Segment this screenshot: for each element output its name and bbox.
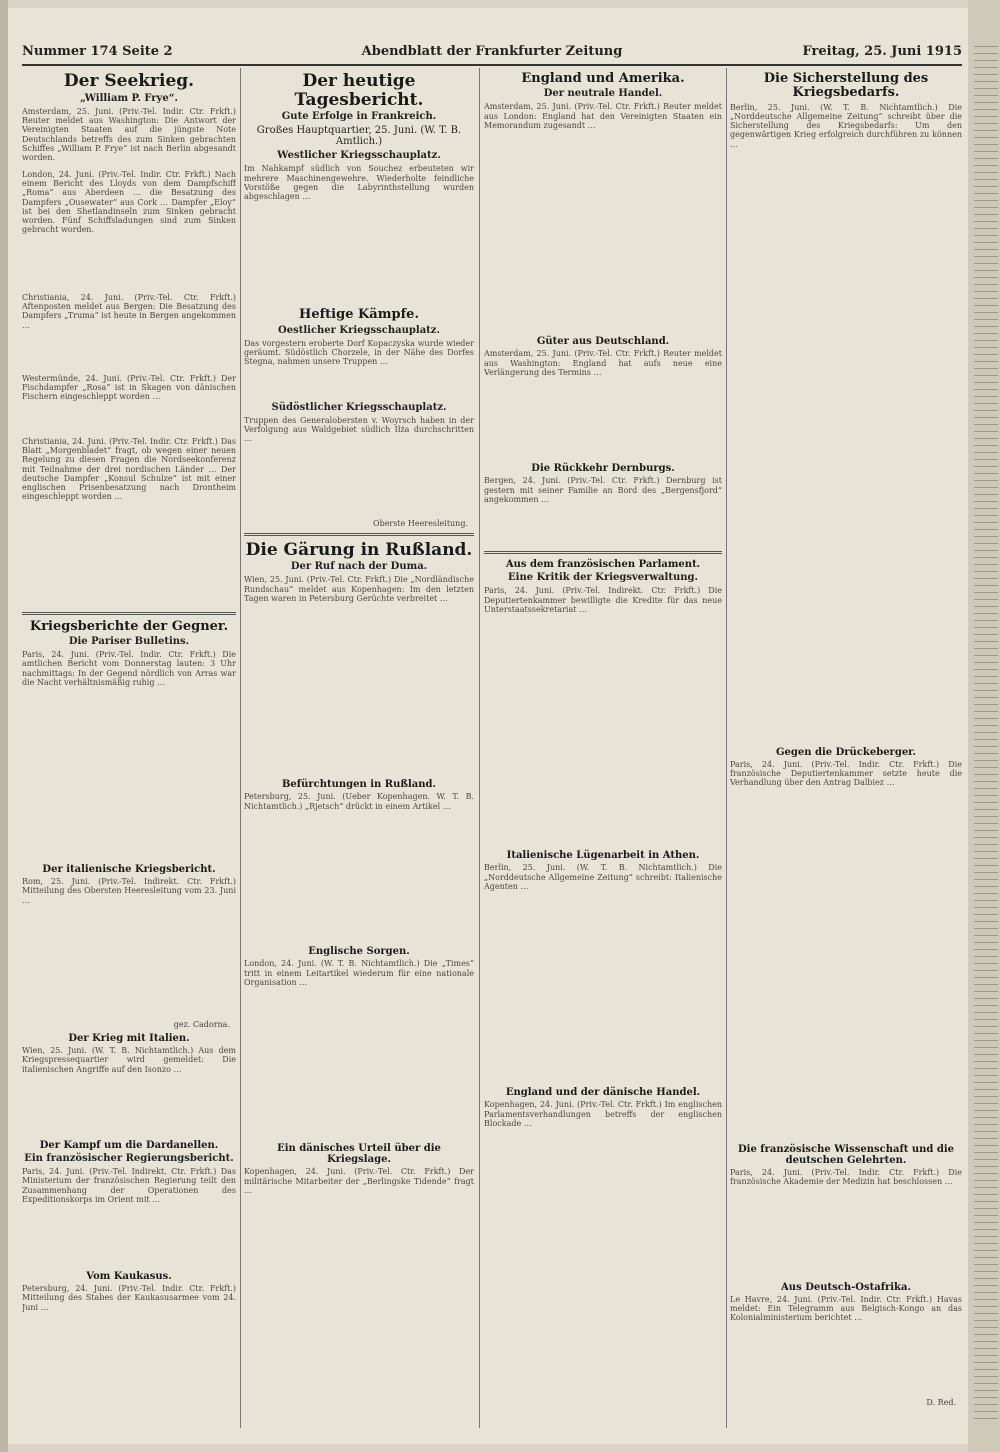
column-1 xyxy=(22,68,236,1428)
article-text: Berlin, 25. Juni. (W. T. B. Nichtamtlich.) Die „Norddeutsche Allgemeine Zeitung“ schreibt über die Sicherstellung des Kriegsbedarfs: Um den gegenwärtigen Krieg erfolgreich durchführen zu können … xyxy=(730,102,962,149)
next-page-edge xyxy=(968,0,1000,1452)
section-rule xyxy=(22,612,236,615)
headline-heftige-kaempfe: Heftige Kämpfe. xyxy=(299,307,419,323)
headline-drueckeberger: Gegen die Drückeberger. xyxy=(775,746,917,758)
signature-heeresleitung: Oberste Heeresleitung. xyxy=(373,518,468,528)
subhead-pariser: Die Pariser Bulletins. xyxy=(68,635,190,647)
headline-england-amerika: England und Amerika. xyxy=(521,71,685,86)
article-text: Amsterdam, 25. Juni. (Priv.-Tel. Indir. Ctr. Frkft.) Reuter meldet aus Washington: Die Antwort der Vereinigten Staaten auf die jüngste Note Deutschlands betreffs des zum Sinken gebrachten Schiffes „William P. Frye“ ist nach Berlin abgesandt worden. xyxy=(22,106,236,163)
article-text: Amsterdam, 25. Juni. (Priv.-Tel. Ctr. Frkft.) Reuter meldet aus Washington: England hat aufs neue eine Verlängerung des Termins … xyxy=(484,349,722,377)
article-text: Kopenhagen, 24. Juni. (Priv.-Tel. Ctr. Frkft.) Der militärische Mitarbeiter der „Berlingske Tidende“ fragt … xyxy=(244,1167,474,1195)
column-2 xyxy=(244,68,474,1428)
binding-gutter-left xyxy=(0,0,8,1452)
article-text: Wien, 25. Juni. (Priv.-Tel. Ctr. Frkft.) Die „Nordländische Rundschau“ meldet aus Kopenhagen: Im den letzten Tagen waren in Petersburg Gerüchte verbreitet … xyxy=(244,575,474,603)
subhead-kriegsverwaltung: Eine Kritik der Kriegsverwaltung. xyxy=(508,572,698,584)
article-text: Christiania, 24. Juni. (Priv.-Tel. Ctr. Frkft.) Aftenposten meldet aus Bergen: Die Besatzung des Dampfers „Truma“ ist heute in Bergen angekommen … xyxy=(22,292,236,330)
article-text: Paris, 24. Juni. (Priv.-Tel. Indir. Ctr. Frkft.) Die französische Deputiertenkammer setzte heute die Verhandlung über den Antrag Dalbiez … xyxy=(730,759,962,788)
article-text: Paris, 24. Juni. (Priv.-Tel. Indir. Ctr. Frkft.) Die amtlichen Bericht vom Donnerstag lauten: 3 Uhr nachmittags: In der Gegend nördlich von Arras war die Nacht verhältnismäßig ruhig … xyxy=(22,649,236,687)
headline-befuerchtungen: Befürchtungen in Rußland. xyxy=(281,779,437,791)
headline-seekrieg: Der Seekrieg. xyxy=(63,71,195,91)
headline-gueter: Güter aus Deutschland. xyxy=(536,336,670,348)
article-text: Wien, 25. Juni. (W. T. B. Nichtamtlich.) Aus dem Kriegspressequartier wird gemeldet: Die italienischen Angriffe auf den Isonzo … xyxy=(22,1045,236,1074)
headline-luegenarbeit: Italienische Lügenarbeit in Athen. xyxy=(506,850,700,862)
subhead-oestlich: Oestlicher Kriegsschauplatz. xyxy=(278,324,440,336)
article-text: Paris, 24. Juni. (Priv.-Tel. Indirekt. Ctr. Frkft.) Die Deputiertenkammer bewilligte die Kredite für das neue Unterstaatssekretariat … xyxy=(484,586,722,614)
article-text: Le Havre, 24. Juni. (Priv.-Tel. Indir. Ctr. Frkft.) Havas meldet: Ein Telegramm aus Belgisch-Kongo an das Kolonialministerium berichtet … xyxy=(730,1294,962,1323)
headline-parlament: Aus dem französischen Parlament. xyxy=(505,559,701,571)
section-rule xyxy=(244,533,474,536)
article-text: Paris, 24. Juni. (Priv.-Tel. Indir. Ctr. Frkft.) Die französische Akademie der Medizin hat beschlossen … xyxy=(730,1167,962,1186)
headline-daenische-handel: England und der dänische Handel. xyxy=(505,1087,701,1099)
subhead-duma: Der Ruf nach der Duma. xyxy=(290,561,428,573)
subhead-neutrale-handel: Der neutrale Handel. xyxy=(543,88,663,100)
article-text: Das vorgestern eroberte Dorf Kopaczyska wurde wieder geräumt. Südöstlich Chorzele, in der Nähe des Dorfes Stegna, nahmen unsere Truppen … xyxy=(244,338,474,367)
headline-italienisch: Der italienische Kriegsbericht. xyxy=(42,863,216,875)
section-rule xyxy=(484,551,722,554)
column-4 xyxy=(730,68,962,1428)
masthead xyxy=(22,42,962,64)
headline-wissenschaft: Die französische Wissenschaft und die deutschen Gelehrten. xyxy=(737,1143,955,1166)
column-3 xyxy=(484,68,722,1428)
headline-dernburg: Die Rückkehr Dernburgs. xyxy=(531,463,675,475)
article-text: Berlin, 25. Juni. (W. T. B. Nichtamtlich.) Die „Norddeutsche Allgemeine Zeitung“ schreibt: Italienische Agenten … xyxy=(484,863,722,891)
headline-daenisches-urteil: Ein dänisches Urteil über die Kriegslage. xyxy=(277,1143,441,1166)
article-text: London, 24. Juni. (W. T. B. Nichtamtlich.) Die „Times“ tritt in einem Leitartikel wiederum für eine nationale Organisation … xyxy=(244,959,474,987)
article-text: Rom, 25. Juni. (Priv.-Tel. Indirekt. Ctr. Frkft.) Mitteilung des Obersten Heeresleitung vom 23. Juni … xyxy=(22,876,236,905)
subhead-westlich: Westlicher Kriegsschauplatz. xyxy=(277,150,441,162)
article-text: Truppen des Generalobersten v. Woyrsch haben in der Verfolgung aus Waldgebiet südlich Iłża durchschritten … xyxy=(244,415,474,444)
subhead-frankreich: Gute Erfolge in Frankreich. xyxy=(281,111,437,123)
headline-gaerung: Die Gärung in Rußland. xyxy=(245,539,473,560)
signature-cadorna: gez. Cadorna. xyxy=(173,1019,230,1029)
headline-englische-sorgen: Englische Sorgen. xyxy=(308,946,410,958)
paper-title: Abendblatt der Frankfurter Zeitung xyxy=(361,44,623,59)
article-text: London, 24. Juni. (Priv.-Tel. Indir. Ctr. Frkft.) Nach einem Bericht des Lloyds von dem Dampfschiff „Roma“ aus Aberdeen … die Besatzung des Dampfers „Ousewater“ aus Cork … Dampfer „Eloy“ ist bei den Shetlandinseln zum Sinken gebracht worden. Fünf Schiffsladungen sind zum Sinken gebracht worden. xyxy=(22,169,236,235)
headline-ostafrika: Aus Deutsch-Ostafrika. xyxy=(781,1281,911,1293)
article-text: Im Nahkampf südlich von Souchez erbeuteten wir mehrere Maschinengewehre. Wiederholte feindliche Vorstöße gegen die Labyrinthstellung wurden abgeschlagen … xyxy=(244,164,474,202)
issue-date: Freitag, 25. Juni 1915 xyxy=(802,44,962,59)
issue-number: Nummer 174 Seite 2 xyxy=(22,44,173,59)
article-text: Christiania, 24. Juni. (Priv.-Tel. Indir. Ctr. Frkft.) Das Blatt „Morgenbladet“ fragt, ob wegen einer neuen Regelung zu diesen Fragen die Nordseekonferenz mit Teilnahme der drei nordischen Länder … Der deutsche Dampfer „Konsul Schulze“ ist mit einer englischen Prisenbesatzung nach Drontheim eingeschleppt worden … xyxy=(22,436,236,502)
signature-redaktion: D. Red. xyxy=(926,1397,956,1407)
headline-krieg-italien: Der Krieg mit Italien. xyxy=(68,1032,190,1044)
column-rule xyxy=(479,68,480,1428)
article-text: Westermünde, 24. Juni. (Priv.-Tel. Ctr. Frkft.) Der Fischdampfer „Rosa“ ist in Skagen von dänischen Fischern eingeschleppt worden … xyxy=(22,373,236,402)
subhead-suedoestlich: Südöstlicher Kriegsschauplatz. xyxy=(271,401,447,413)
article-text: Petersburg, 25. Juni. (Ueber Kopenhagen. W. T. B. Nichtamtlich.) „Rjetsch“ drückt in einem Artikel … xyxy=(244,792,474,811)
article-text: Petersburg, 24. Juni. (Priv.-Tel. Indir. Ctr. Frkft.) Mitteilung des Stabes der Kaukasusarmee vom 24. Juni … xyxy=(22,1283,236,1312)
headline-kaukasus: Vom Kaukasus. xyxy=(86,1270,172,1282)
article-text: Paris, 24. Juni. (Priv.-Tel. Indirekt. Ctr. Frkft.) Das Ministerium der französischen Regierung teilt den Zusammenhang der Operationen des Expeditionskorps im Orient mit … xyxy=(22,1166,236,1204)
headline-tagesbericht: Der heutige Tagesbericht. xyxy=(294,71,424,110)
subhead-frye: „William P. Frye“. xyxy=(80,92,178,104)
headline-kriegsberichte: Kriegsberichte der Gegner. xyxy=(29,618,229,634)
headline-kriegsbedarf: Die Sicherstellung des Kriegsbedarfs. xyxy=(763,71,929,101)
dateline: Großes Hauptquartier, 25. Juni. (W. T. B. Amtlich.) xyxy=(256,125,462,148)
column-rule xyxy=(726,68,727,1428)
masthead-rule xyxy=(22,64,962,66)
column-rule xyxy=(240,68,241,1428)
article-text: Amsterdam, 25. Juni. (Priv.-Tel. Ctr. Frkft.) Reuter meldet aus London: England hat den Vereinigten Staaten ein Memorandum zugesandt … xyxy=(484,102,722,130)
article-text: Kopenhagen, 24. Juni. (Priv.-Tel. Ctr. Frkft.) Im englischen Parlamentsverhandlungen betreffs der englischen Blockade … xyxy=(484,1100,722,1128)
article-text: Bergen, 24. Juni. (Priv.-Tel. Ctr. Frkft.) Dernburg ist gestern mit seiner Familie an Bord des „Bergensfjord“ angekommen … xyxy=(484,476,722,504)
headline-dardanellen: Der Kampf um die Dardanellen. xyxy=(39,1139,219,1151)
subhead-regierungsbericht: Ein französischer Regierungsbericht. xyxy=(24,1152,234,1164)
